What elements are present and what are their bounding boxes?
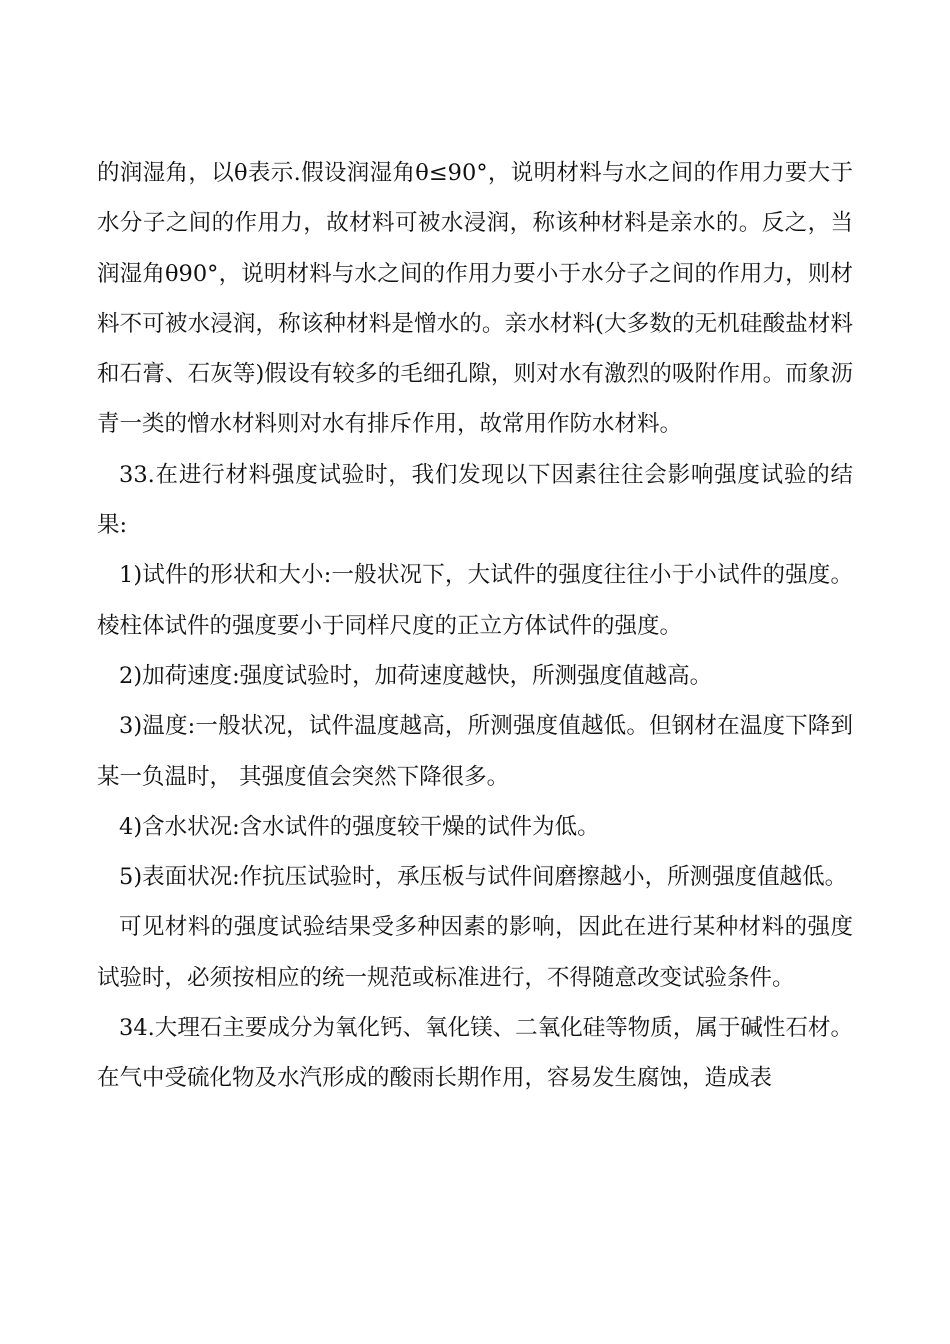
paragraph-item-33: 33.在进行材料强度试验时，我们发现以下因素往往会影响强度试验的结果: — [97, 461, 853, 539]
paragraph-factor-1: 1)试件的形状和大小:一般状况下，大试件的强度往往小于小试件的强度。棱柱体试件的强度要小于同样尺度的正立方体试件的强度。 — [97, 562, 853, 639]
paragraph-item-34: 34.大理石主要成分为氧化钙、氧化镁、二氧化硅等物质，属于碱性石材。在气中受硫化物及水汽形成的酸雨长期作用，容易发生腐蚀，造成表 — [97, 1015, 853, 1092]
paragraph-conclusion: 可见材料的强度试验结果受多种因素的影响，因此在进行某种材料的强度试验时，必须按相应的统一规范或标准进行，不得随意改变试验条件。 — [97, 914, 853, 991]
paragraph-factor-4: 4)含水状况:含水试件的强度较干燥的试件为低。 — [119, 813, 600, 840]
paragraph-wetting-angle: 的润湿角，以θ表示.假设润湿角θ≤90°，说明材料与水之间的作用力要大于水分子之间的作用力，故材料可被水浸润，称该种材料是亲水的。反之，当润湿角θ90°，说明材料与水之间的作用力要小于水分子之间的作用力，则材料不可被水浸润，称该种材料是憎水的。亲水材料(大多数的无机硅酸盐材料和石膏、石灰等)假设有较多的毛细孔隙，则对水有激烈的吸附作用。而象沥青一类的憎水材料则对水有排斥作用，故常用作防水材料。 — [97, 160, 853, 438]
paragraph-factor-3: 3)温度:一般状况，试件温度越高，所测强度值越低。但钢材在温度下降到某一负温时， 其强度值会突然下降很多。 — [97, 713, 853, 790]
paragraph-factor-5: 5)表面状况:作抗压试验时，承压板与试件间磨擦越小，所测强度值越低。 — [119, 864, 848, 891]
paragraph-factor-2: 2)加荷速度:强度试验时，加荷速度越快，所测强度值越高。 — [119, 662, 713, 689]
document-body — [97, 148, 853, 1104]
